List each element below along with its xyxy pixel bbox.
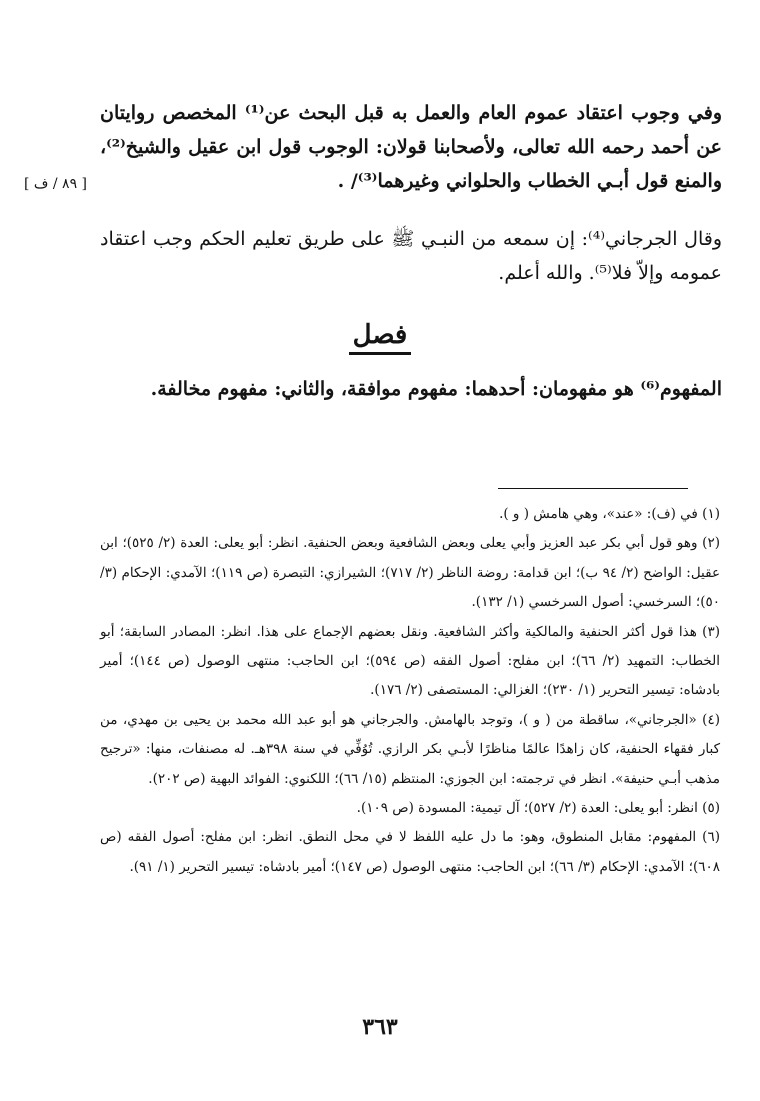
footnote-4: (٤) «الجرجاني»، ساقطة من ( و )، وتوجد بالهامش. والجرجاني هو أبو عبد الله محمد بن يحيى بن مهدي، من كبار فقهاء الحنفية، كان زاهدًا عالمًا مناظرًا لأبـي بكر الرازي. تُوُفِّي في سنة ٣٩٨هـ. له مصنفات، منها: «ترجيح مذهب أبـي حنيفة». انظر في ترجمته: ابن الجوزي: المنتظم (١٥/ ٦٦)؛ اللكنوي: الفوائد البهية (ص ٢٠٢). xyxy=(100,711,720,787)
page-number: ٣٦٣ xyxy=(362,1014,398,1040)
marginal-reference: [ ٨٩ / ف ] xyxy=(24,176,88,192)
paragraph-1-text: وفي وجوب اعتقاد عموم العام والعمل به قبل البحث عن⁽¹⁾ المخصص روايتان عن أحمد رحمه الله تعالى، ولأصحابنا قولان: الوجوب قول ابن عقيل والشيخ⁽²⁾، والمنع قول أبـي الخطاب والحلواني وغيرهما⁽³⁾/ . xyxy=(100,102,722,192)
section-heading xyxy=(0,320,760,350)
footnote-1: (١) في (ف): «عند»، وهي هامش ( و ). xyxy=(499,506,720,522)
footnote-6: (٦) المفهوم: مقابل المنطوق، وهو: ما دل عليه اللفظ لا في محل النطق. انظر: ابن مفلح: أصول الفقه (ص ٦٠٨)؛ الآمدي: الإحكام (٣/ ٦٦)؛ ابن الحاجب: منتهى الوصول (ص ١٤٧)؛ أمير بادشاه: تيسير التحرير (١/ ٩١). xyxy=(100,829,720,875)
section-heading-text: فصل xyxy=(349,320,412,355)
paragraph-1 xyxy=(100,96,722,198)
paragraph-2: وقال الجرجاني⁽⁴⁾: إن سمعه من النبـي ﷺ على طريق تعليم الحكم وجب اعتقاد عمومه وإلاّ فلا⁽⁵⁾. والله أعلم. xyxy=(100,228,722,284)
paragraph-3: المفهوم⁽⁶⁾ هو مفهومان: أحدهما: مفهوم موافقة، والثاني: مفهوم مخالفة. xyxy=(150,378,722,400)
footnote-separator xyxy=(498,488,688,489)
footnote-5: (٥) انظر: أبو يعلى: العدة (٢/ ٥٢٧)؛ آل تيمية: المسودة (ص ١٠٩). xyxy=(356,800,720,817)
footnotes xyxy=(100,500,720,882)
footnote-3: (٣) هذا قول أكثر الحنفية والمالكية وأكثر الشافعية. ونقل بعضهم الإجماع على هذا. انظر: المصادر السابقة؛ أبو الخطاب: التمهيد (٢/ ٦٦)؛ ابن مفلح: أصول الفقه (ص ٥٩٤)؛ ابن الحاجب: منتهى الوصول (ص ١٤٤)؛ أمير بادشاه: تيسير التحرير (١/ ٢٣٠)؛ الغزالي: المستصفى (٢/ ١٧٦). xyxy=(100,623,721,699)
footnote-2: (٢) وهو قول أبي بكر عبد العزيز وأبي يعلى وبعض الشافعية وبعض الحنفية. انظر: أبو يعلى: العدة (٢/ ٥٢٥)؛ ابن عقيل: الواضح (٢/ ٩٤ ب)؛ ابن قدامة: روضة الناظر (٢/ ٧١٧)؛ الشيرازي: التبصرة (ص ١١٩)؛ الآمدي: الإحكام (٣/ ٥٠)؛ السرخسي: أصول السرخسي (١/ ١٣٢). xyxy=(100,535,721,611)
